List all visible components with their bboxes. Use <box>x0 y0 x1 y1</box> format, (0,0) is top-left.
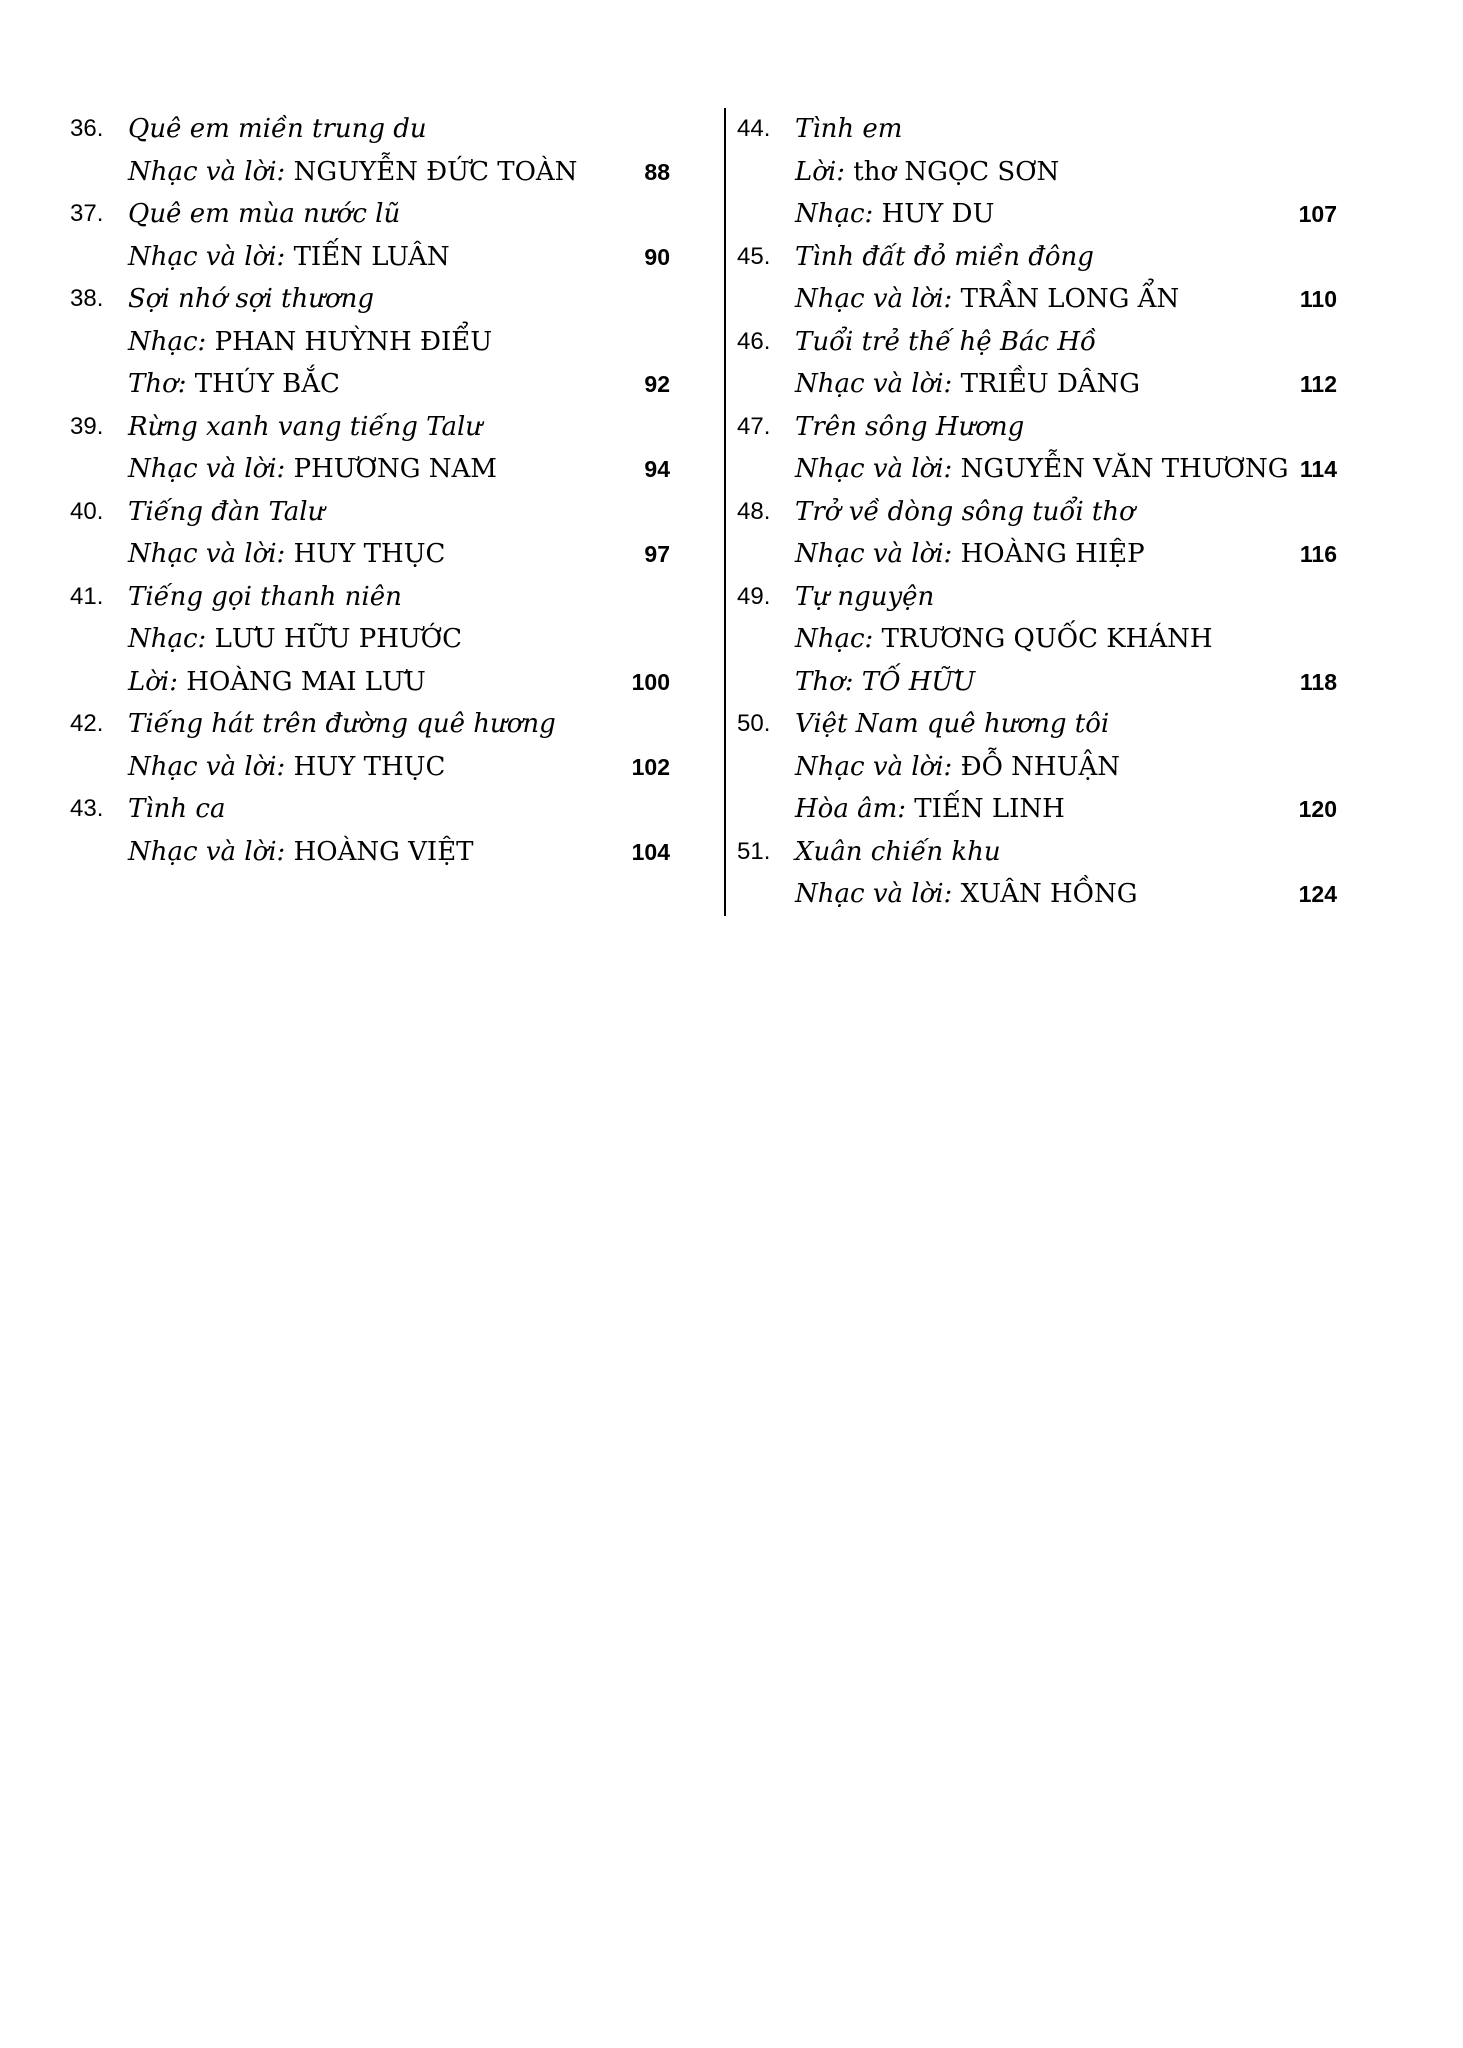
page-number: 107 <box>1298 201 1337 227</box>
toc-entry <box>70 108 670 193</box>
credit-name: TRƯƠNG QUỐC KHÁNH <box>881 624 1213 654</box>
credit-name: TRIỀU DÂNG <box>960 369 1141 399</box>
toc-credit-line <box>737 363 1337 406</box>
toc-credit-line <box>737 151 1337 194</box>
toc-entry <box>70 703 670 788</box>
entry-number: 49. <box>737 582 771 610</box>
song-title: Tình em <box>795 114 903 144</box>
entry-number: 38. <box>70 285 104 312</box>
credit <box>128 533 445 576</box>
credit <box>795 788 1065 831</box>
toc-credit-line <box>70 151 670 194</box>
credit-label: Nhạc và lời: <box>795 369 953 399</box>
toc-title-line <box>70 491 670 534</box>
credit <box>795 193 994 236</box>
toc-title-line <box>70 406 670 449</box>
toc-entry <box>737 236 1337 321</box>
credit <box>128 746 445 789</box>
toc-credit-line <box>70 448 670 491</box>
credit-name: HUY THỤC <box>293 539 446 569</box>
song-title: Tự nguyện <box>795 581 935 612</box>
credit-label: Nhạc: <box>128 326 207 357</box>
credit-label: Nhạc và lời: <box>128 836 286 867</box>
credit-prefix: thơ <box>853 156 897 187</box>
entry-number: 41. <box>70 582 104 610</box>
toc-title-line <box>70 108 670 151</box>
toc-credit-line <box>737 618 1337 661</box>
credit-name: NGUYỄN VĂN THƯƠNG <box>960 454 1289 484</box>
toc-column-left <box>70 108 670 873</box>
song-title: Trở về dòng sông tuổi thơ <box>795 496 1135 527</box>
entry-number: 40. <box>70 497 104 525</box>
credit <box>128 661 426 704</box>
credit-name: THÚY BẮC <box>194 369 340 399</box>
credit-label: Thơ: <box>795 666 854 697</box>
toc-entry <box>70 491 670 576</box>
credit-name: XUÂN HỒNG <box>960 879 1138 909</box>
credit-label: Nhạc và lời: <box>795 454 953 484</box>
toc-title-line <box>70 703 670 746</box>
toc-credit-line <box>737 873 1337 916</box>
toc-entry <box>70 193 670 278</box>
toc-entry <box>70 576 670 704</box>
toc-credit-line <box>737 193 1337 236</box>
song-title: Tiếng đàn Talư <box>128 496 325 527</box>
page-number: 94 <box>644 456 670 482</box>
song-title: Quê em mùa nước lũ <box>128 199 401 229</box>
entry-number: 37. <box>70 200 104 227</box>
song-title: Việt Nam quê hương tôi <box>795 709 1110 739</box>
toc-entry <box>737 703 1337 831</box>
credit <box>795 151 1059 194</box>
toc-title-line <box>737 236 1337 279</box>
page-number: 118 <box>1299 668 1337 695</box>
credit-label: Nhạc: <box>128 624 207 654</box>
credit-label: Nhạc: <box>795 199 874 229</box>
toc-entry <box>70 406 670 491</box>
entry-number: 36. <box>70 115 104 142</box>
toc-credit-line <box>737 746 1337 789</box>
song-title: Sợi nhớ sợi thương <box>128 284 375 314</box>
credit-name: TIẾN LINH <box>914 794 1065 824</box>
toc-title-line <box>70 788 670 831</box>
credit-name: HOÀNG MAI LƯU <box>186 666 426 697</box>
page-number: 110 <box>1299 286 1337 312</box>
page-number: 114 <box>1299 456 1337 482</box>
toc-credit-line <box>737 661 1337 704</box>
credit-name: NGUYỄN ĐỨC TOÀN <box>293 156 578 187</box>
entry-number: 44. <box>737 115 771 142</box>
page-number: 104 <box>631 838 670 865</box>
credit-label: Nhạc và lời: <box>128 156 286 187</box>
toc-credit-line <box>737 278 1337 321</box>
column-divider <box>724 108 726 916</box>
toc-entry <box>737 576 1337 704</box>
credit <box>128 618 462 661</box>
toc-title-line <box>737 491 1337 534</box>
page-number: 116 <box>1299 541 1337 567</box>
song-title: Tiếng hát trên đường quê hương <box>128 709 556 739</box>
credit-label: Nhạc và lời: <box>795 751 953 782</box>
credit <box>795 661 975 704</box>
credit-name: HUY DU <box>881 199 995 229</box>
toc-credit-line <box>70 236 670 279</box>
toc-title-line <box>737 576 1337 619</box>
credit <box>795 278 1179 321</box>
page-number: 120 <box>1298 796 1337 822</box>
song-title: Tuổi trẻ thế hệ Bác Hồ <box>795 326 1096 357</box>
toc-credit-line <box>70 533 670 576</box>
song-title: Tiếng gọi thanh niên <box>128 581 402 612</box>
toc-title-line <box>737 406 1337 449</box>
credit-label: Lời: <box>795 156 845 187</box>
credit <box>128 448 497 491</box>
credit <box>128 831 474 874</box>
toc-title-line <box>70 193 670 236</box>
credit-label: Nhạc và lời: <box>128 751 286 782</box>
credit <box>128 363 340 406</box>
toc-entry <box>737 321 1337 406</box>
page-number: 124 <box>1298 881 1337 907</box>
page-number: 100 <box>631 668 670 695</box>
credit <box>128 321 492 364</box>
toc-credit-line <box>70 618 670 661</box>
page-number: 112 <box>1299 371 1337 397</box>
song-title: Trên sông Hương <box>795 411 1025 442</box>
toc-entry <box>737 406 1337 491</box>
credit-name: PHAN HUỲNH ĐIỂU <box>214 326 493 357</box>
song-title: Quê em miền trung du <box>128 114 427 144</box>
credit <box>795 363 1140 406</box>
credit <box>795 533 1145 576</box>
credit-name: TỐ HỮU <box>861 666 976 697</box>
credit-label: Nhạc và lời: <box>128 454 286 484</box>
song-title: Tình ca <box>128 794 226 824</box>
entry-number: 45. <box>737 242 771 270</box>
toc-title-line <box>737 703 1337 746</box>
credit-label: Hòa âm: <box>795 794 907 824</box>
toc-credit-line <box>737 788 1337 831</box>
credit-name: HOÀNG VIỆT <box>293 836 474 867</box>
credit-label: Lời: <box>128 666 178 697</box>
credit <box>128 151 577 194</box>
page-number: 92 <box>644 371 670 397</box>
credit-name: ĐỖ NHUẬN <box>960 751 1121 782</box>
toc-title-line <box>737 831 1337 874</box>
entry-number: 42. <box>70 710 104 737</box>
toc-credit-line <box>70 831 670 874</box>
toc-title-line <box>70 278 670 321</box>
entry-number: 39. <box>70 412 104 440</box>
credit-label: Nhạc và lời: <box>128 241 286 272</box>
credit-label: Thơ: <box>128 369 187 399</box>
credit-label: Nhạc: <box>795 624 874 654</box>
page-number: 97 <box>644 541 670 567</box>
toc-entry <box>737 108 1337 236</box>
toc-entry <box>737 831 1337 916</box>
credit <box>795 618 1213 661</box>
toc-column-right <box>737 108 1337 916</box>
credit <box>795 448 1289 491</box>
toc-credit-line <box>70 321 670 364</box>
song-title: Xuân chiến khu <box>795 836 1001 867</box>
credit-name: TIẾN LUÂN <box>293 241 450 272</box>
entry-number: 50. <box>737 710 771 737</box>
credit-name: PHƯƠNG NAM <box>293 454 497 484</box>
toc-entry <box>70 788 670 873</box>
entry-number: 47. <box>737 412 771 440</box>
toc-entry <box>737 491 1337 576</box>
toc-credit-line <box>70 661 670 704</box>
toc-entry <box>70 278 670 406</box>
credit-label: Nhạc và lời: <box>795 539 953 569</box>
credit-name: TRẦN LONG ẨN <box>960 284 1180 314</box>
toc-title-line <box>70 576 670 619</box>
credit-label: Nhạc và lời: <box>795 879 953 909</box>
credit <box>128 236 450 279</box>
toc-credit-line <box>70 363 670 406</box>
toc-credit-line <box>737 448 1337 491</box>
credit-name: NGỌC SƠN <box>904 156 1060 187</box>
toc-credit-line <box>737 533 1337 576</box>
entry-number: 46. <box>737 327 771 355</box>
credit <box>795 873 1138 916</box>
credit-name: LƯU HỮU PHƯỚC <box>214 624 462 654</box>
toc-title-line <box>737 108 1337 151</box>
song-title: Tình đất đỏ miền đông <box>795 241 1094 272</box>
credit-label: Nhạc và lời: <box>128 539 286 569</box>
entry-number: 43. <box>70 795 104 822</box>
credit-name: HOÀNG HIỆP <box>960 539 1145 569</box>
page-number: 102 <box>631 753 670 780</box>
entry-number: 51. <box>737 837 771 865</box>
entry-number: 48. <box>737 497 771 525</box>
song-title: Rừng xanh vang tiếng Talư <box>128 411 483 442</box>
page-number: 90 <box>644 243 670 270</box>
page-number: 88 <box>644 158 670 185</box>
credit <box>795 746 1120 789</box>
credit-name: HUY THỤC <box>293 751 446 782</box>
toc-credit-line <box>70 746 670 789</box>
toc-title-line <box>737 321 1337 364</box>
credit-label: Nhạc và lời: <box>795 284 953 314</box>
